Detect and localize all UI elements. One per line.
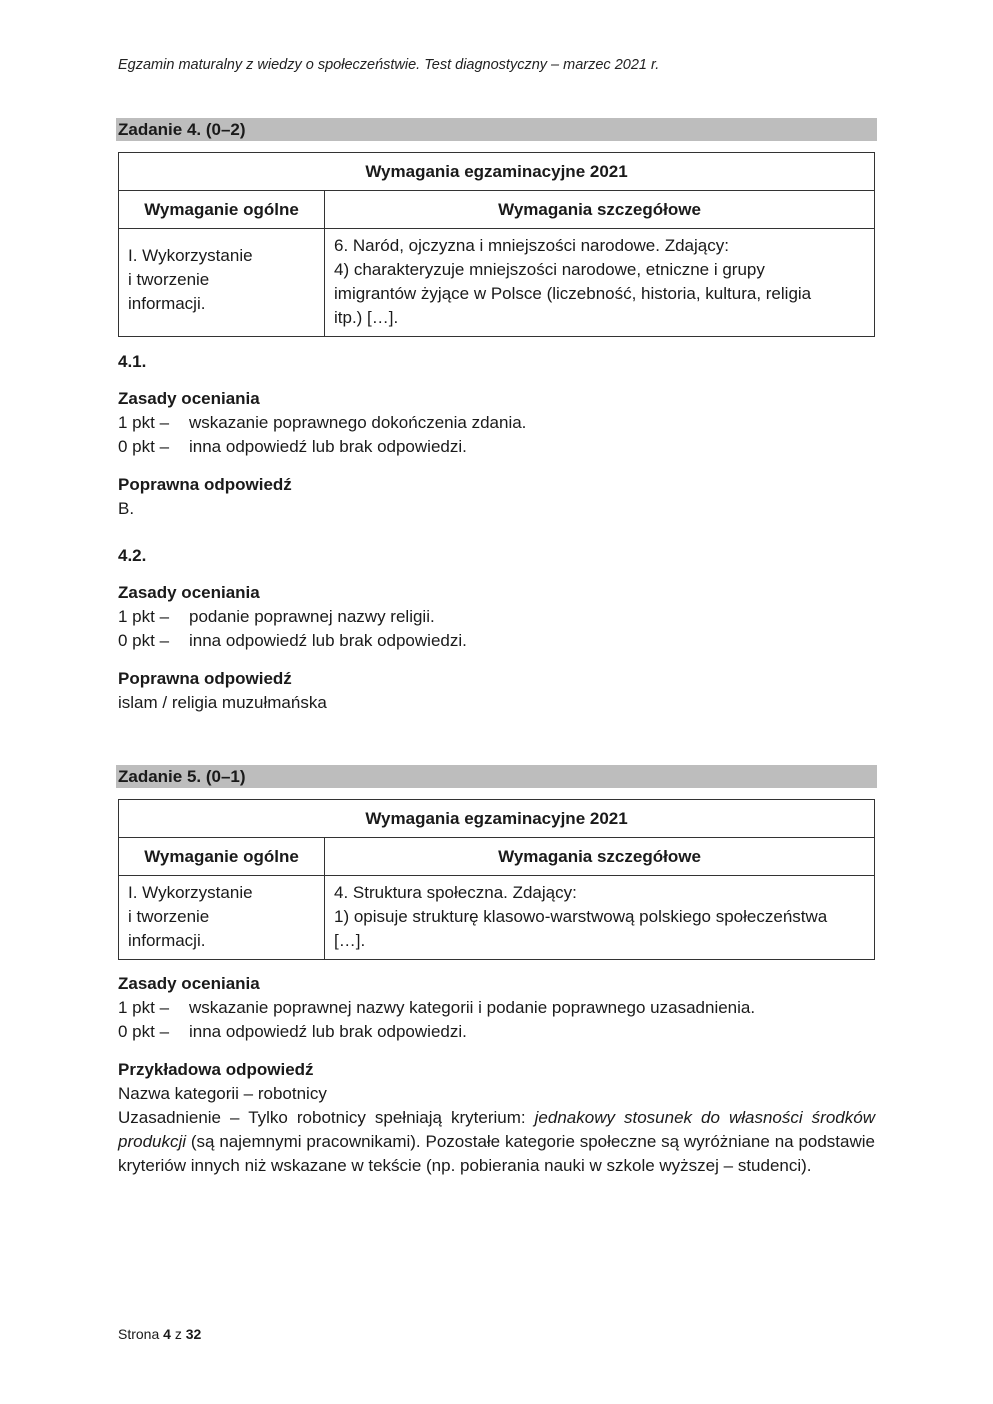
subtask-4-1-label: 4.1. (118, 352, 147, 371)
task-5-title: Zadanie 5. (0–1) (116, 765, 877, 788)
rule-row (118, 629, 875, 653)
table-title: Wymagania egzaminacyjne 2021 (119, 153, 875, 191)
rule-points: 1 pkt – (118, 607, 170, 626)
rule-points: 0 pkt – (118, 631, 170, 650)
rule-row (118, 605, 875, 629)
footer-sep: z (174, 1326, 182, 1342)
answer-heading: Poprawna odpowiedź (118, 669, 292, 688)
general-line: I. Wykorzystanie (128, 246, 253, 265)
answer-heading: Poprawna odpowiedź (118, 475, 292, 494)
justification-text: (są najemnymi pracownikami). Pozostałe kategorie społeczne są wyróżniane na podstawie kryteriów innych niż wskazane w tekście (np. pobierania nauki w szkole wyższej – studenci). (118, 1132, 875, 1175)
detailed-line: imigrantów żyjące w Polsce (liczebność, historia, kultura, religia (334, 284, 812, 303)
task-5-example-answer (118, 1058, 875, 1178)
footer-page-number: 4 (163, 1326, 171, 1342)
general-requirement-cell (119, 229, 325, 337)
rule-text: inna odpowiedź lub brak odpowiedzi. (189, 631, 467, 650)
general-requirement-cell (119, 876, 325, 960)
example-heading: Przykładowa odpowiedź (118, 1060, 314, 1079)
footer-page-total: 32 (185, 1326, 202, 1342)
answer-text: B. (118, 499, 135, 518)
subtask-4-2-rules (118, 581, 875, 653)
detailed-line: 4. Struktura społeczna. Zdający: (334, 883, 577, 902)
task-4-title: Zadanie 4. (0–2) (116, 118, 877, 141)
general-line: i tworzenie (128, 270, 210, 289)
category-line: Nazwa kategorii – robotnicy (118, 1084, 327, 1103)
detailed-line: 4) charakteryzuje mniejszości narodowe, etniczne i grupy (334, 260, 765, 279)
rule-row (118, 435, 875, 459)
justification-italic: jednakowy stosunek do własności środków produkcji (118, 1108, 875, 1151)
page-footer (118, 1326, 201, 1342)
col-general-header: Wymaganie ogólne (119, 838, 325, 876)
col-general-header: Wymaganie ogólne (119, 191, 325, 229)
task-4-requirements-table (118, 152, 875, 337)
task-5-requirements-table (118, 799, 875, 960)
rule-points: 1 pkt – (118, 998, 170, 1017)
detailed-line: 6. Naród, ojczyzna i mniejszości narodowe. Zdający: (334, 236, 729, 255)
general-line: i tworzenie (128, 907, 210, 926)
rule-row (118, 411, 875, 435)
rule-text: inna odpowiedź lub brak odpowiedzi. (189, 437, 467, 456)
general-line: informacji. (128, 931, 206, 950)
subtask-4-2-label: 4.2. (118, 546, 147, 565)
subtask-4-2-answer (118, 667, 875, 715)
page-header: Egzamin maturalny z wiedzy o społeczeństwie. Test diagnostyczny – marzec 2021 r. (118, 57, 660, 73)
detailed-line: itp.) […]. (334, 308, 399, 327)
rule-points: 1 pkt – (118, 413, 170, 432)
rule-row (118, 1020, 875, 1044)
justification-text: Uzasadnienie – Tylko robotnicy spełniają kryterium: (118, 1108, 535, 1127)
justification-paragraph (118, 1106, 875, 1178)
subtask-4-1-answer (118, 473, 875, 521)
footer-prefix: Strona (118, 1326, 160, 1342)
col-detailed-header: Wymagania szczegółowe (325, 838, 875, 876)
col-detailed-header: Wymagania szczegółowe (325, 191, 875, 229)
rule-text: wskazanie poprawnego dokończenia zdania. (189, 413, 527, 432)
answer-text: islam / religia muzułmańska (118, 693, 327, 712)
rules-heading: Zasady oceniania (118, 583, 260, 602)
rule-text: wskazanie poprawnej nazwy kategorii i podanie poprawnego uzasadnienia. (189, 998, 756, 1017)
rules-heading: Zasady oceniania (118, 974, 260, 993)
general-line: I. Wykorzystanie (128, 883, 253, 902)
subtask-4-1-rules (118, 387, 875, 459)
table-title: Wymagania egzaminacyjne 2021 (119, 800, 875, 838)
rule-points: 0 pkt – (118, 437, 170, 456)
rule-row (118, 996, 875, 1020)
task-5-rules (118, 972, 875, 1044)
detailed-line: 1) opisuje strukturę klasowo-warstwową polskiego społeczeństwa (334, 907, 828, 926)
rule-points: 0 pkt – (118, 1022, 170, 1041)
general-line: informacji. (128, 294, 206, 313)
detailed-requirement-cell (325, 876, 875, 960)
detailed-requirement-cell (325, 229, 875, 337)
rule-text: inna odpowiedź lub brak odpowiedzi. (189, 1022, 467, 1041)
detailed-line: […]. (334, 931, 366, 950)
rule-text: podanie poprawnej nazwy religii. (189, 607, 435, 626)
rules-heading: Zasady oceniania (118, 389, 260, 408)
